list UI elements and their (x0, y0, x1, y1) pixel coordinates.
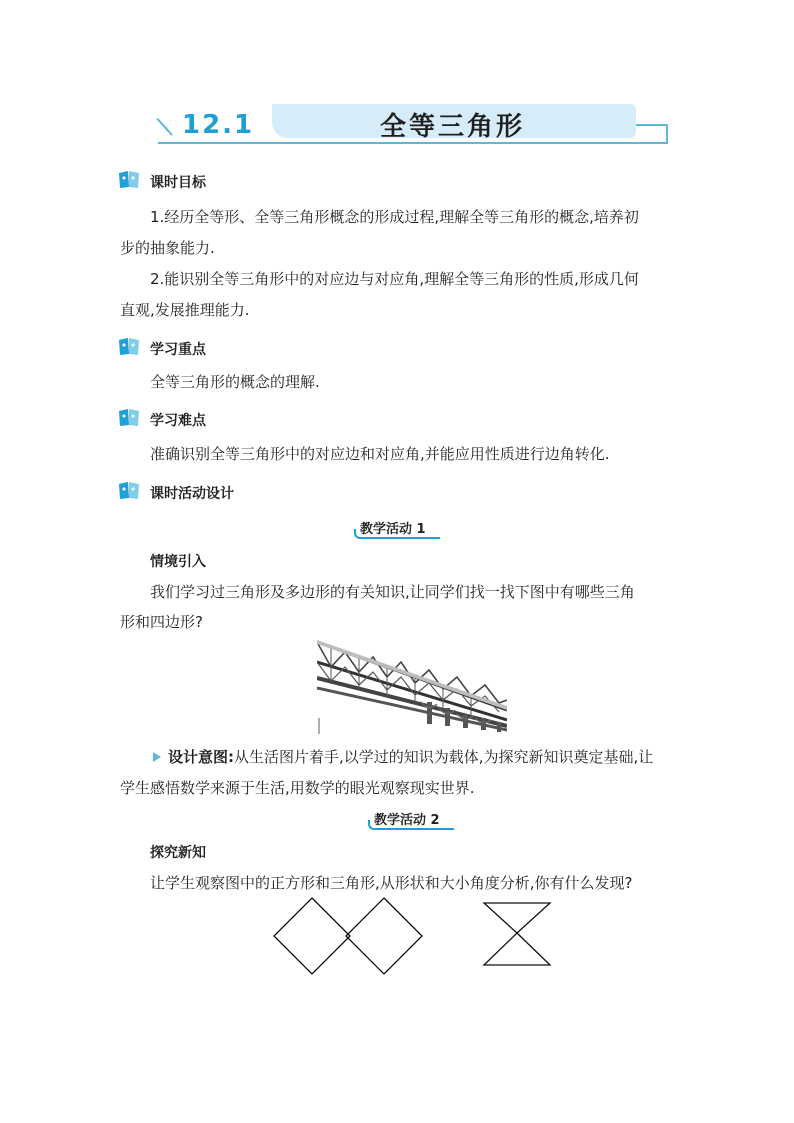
design-intent-arrow-icon (153, 752, 161, 762)
square-right (346, 898, 422, 974)
difficulties-text: 准确识别全等三角形中的对应边和对应角,并能应用性质进行边角转化. (150, 445, 610, 463)
activity-2-label: 教学活动 2 (374, 813, 440, 828)
section-number: 12.1 (182, 110, 255, 140)
activity-1-subheading: 情境引入 (150, 554, 206, 570)
book-icon (118, 170, 140, 189)
activity-1-line-1: 我们学习过三角形及多边形的有关知识,让同学们找一找下图中有哪些三角 (150, 583, 635, 601)
goal-2-line-2: 直观,发展推理能力. (120, 301, 250, 319)
goals-heading: 课时目标 (150, 175, 206, 191)
key-points-text: 全等三角形的概念的理解. (150, 373, 320, 391)
book-icon (118, 337, 140, 356)
goal-1-line-2: 步的抽象能力. (120, 239, 215, 257)
goal-1-line-1: 1.经历全等形、全等三角形概念的形成过程,理解全等三角形的概念,培养初 (150, 208, 639, 226)
header-slant-line (157, 118, 173, 136)
activity-1-underline (360, 537, 440, 539)
book-icon (118, 481, 140, 500)
difficulties-heading: 学习难点 (150, 413, 206, 429)
design-intent-text: 从生活图片着手,以学过的知识为载体,为探究新知识奠定基础,让 (234, 748, 654, 766)
shapes-figure (270, 895, 560, 977)
square-left (274, 898, 350, 974)
key-points-heading: 学习重点 (150, 342, 206, 358)
activity-1-line-2: 形和四边形? (120, 613, 203, 631)
triangle-bottom (484, 933, 550, 965)
page-title: 全等三角形 (380, 112, 526, 142)
book-icon (118, 408, 140, 427)
goal-2-line-1: 2.能识别全等三角形中的对应边与对应角,理解全等三角形的性质,形成几何 (150, 270, 639, 288)
header-corner-right (666, 124, 668, 144)
bridge-photo (317, 640, 507, 736)
design-intent-label: 设计意图: (168, 748, 234, 766)
header-corner-top (636, 124, 668, 126)
activity-2-underline (374, 828, 454, 830)
activity-2-subheading: 探究新知 (150, 845, 206, 861)
design-intent-line-2: 学生感悟数学来源于生活,用数学的眼光观察现实世界. (120, 779, 475, 797)
activity-1-label: 教学活动 1 (360, 522, 426, 537)
triangle-top (484, 903, 550, 933)
activity-2-line-1: 让学生观察图中的正方形和三角形,从形状和大小角度分析,你有什么发现? (150, 874, 633, 892)
design-heading: 课时活动设计 (150, 486, 234, 502)
design-intent-line-1 (168, 747, 653, 767)
